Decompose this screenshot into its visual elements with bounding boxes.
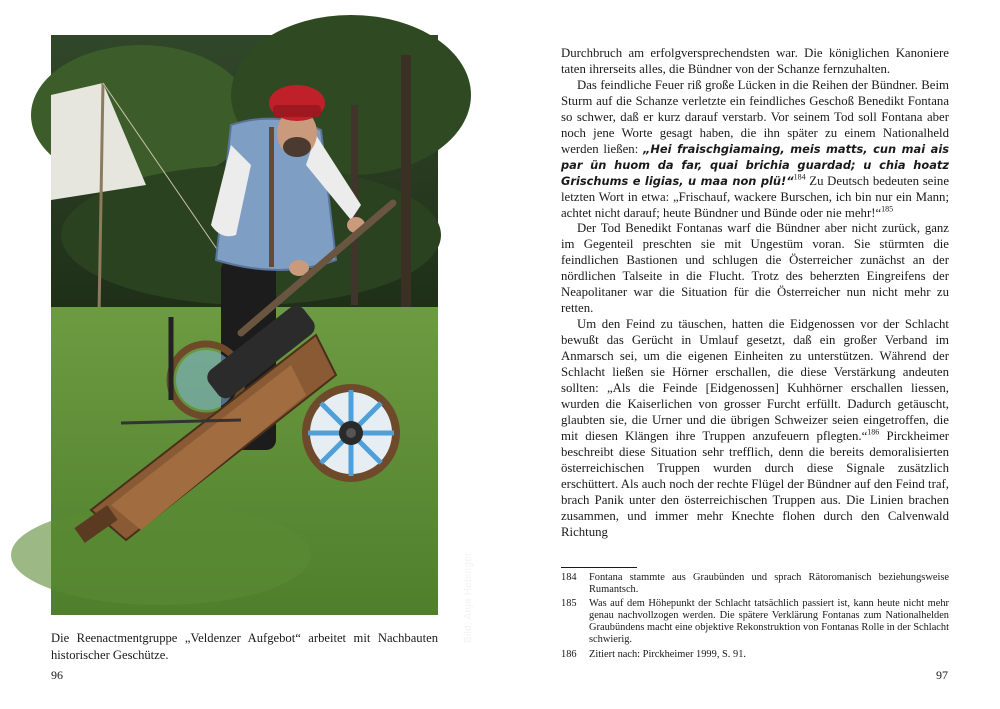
footnote-ref-184[interactable]: 184 [793, 172, 806, 182]
page-number-right: 97 [936, 668, 948, 682]
paragraph-horns [561, 317, 949, 540]
paragraph-text: Um den Feind zu täuschen, hatten die Eidgenossen vor der Schlacht bewußt das Gerücht in Umlauf gesetzt, daß ein großer Verband im Anmarsch sei, um die eigenen Einheiten zu unterstützen. Während der Schlacht ließen sie Hörner erschallen, die diese Verstärkung andeuten sollten: „Als die Feinde [Eidgenossen] Kuhhörner erschallen liessen, wurden die Kaiserlichen von grosser Furcht erfüllt. Dadurch getäuscht, glaubten sie, die Urner und die übrigen Schweizer seien eingetroffen, die mit diesen Klängen ihre Truppen anzufeuern pflegten.“ [561, 317, 949, 443]
footnote [561, 598, 949, 646]
page-number-left: 96 [51, 668, 63, 682]
footnote-number: 186 [561, 648, 577, 660]
romansh-quote: „Hei fraischgiamaing, meis matts, cun mai ais par ün huom da far, quai brichia guardad; u chia hoatz Grischums e ligias, u maa non plü!“ [561, 141, 950, 188]
paragraph: Durchbruch am erfolgversprechendsten war. Die königlichen Kanoniere taten ihrerseits alles, die Bündner von der Schanze fernzuhalten. [561, 46, 949, 76]
footnote-text: Was auf dem Höhepunkt der Schlacht tatsächlich passiert ist, kann heute nicht mehr genau nachvollzogen werden. Die spätere Verklärung Fontanas zum Nationalhelden Graubündens macht eine objektive Rekonstruktion von Fontanas Rolle in der Schlacht schwierig. [589, 598, 949, 646]
footnote-number: 185 [561, 598, 577, 610]
photo-illustration [51, 35, 438, 615]
paragraph-fontana [561, 78, 949, 222]
paragraph-text: Das feindliche Feuer riß große Lücken in die Reihen der Bündner. Beim Sturm auf die Schanze verletzte ein feindliches Geschoß Benedikt Fontana so schwer, daß er kurz darauf verstarb. Vor seinem Tod soll Fontana aber noch jene Worte gesagt haben, die ihn später zu einem Nationalheld werden ließen: [561, 77, 949, 156]
photo-caption: Die Reenactmentgruppe „Veldenzer Aufgebot“ arbeitet mit Nachbauten historischer Geschütze. [51, 631, 438, 662]
body-text [561, 46, 949, 541]
paragraph: Der Tod Benedikt Fontanas warf die Bündner aber nicht zurück, ganz im Gegenteil preschten sie mit Ungestüm voran. Sie stürmten die feindlichen Bastionen und schlugen die Österreicher zunächst an der nördlichen Talseite in die Flucht. Trotz des beherzten Eingreifens der Neapolitaner war die Situation für die Österreicher nun nicht mehr zu retten. [561, 221, 949, 316]
german-translation: Zu Deutsch bedeuten seine letzten Wort in etwa: „Frischauf, wackere Burschen, ich bin nur ein Mann; achtet nicht darauf; heute Bündner und Bünde oder nie mehr!“ [561, 173, 949, 220]
footnote-number: 184 [561, 572, 577, 583]
photo-credit: Bild: Anja Hebinger [463, 552, 474, 643]
footnote-ref-186[interactable]: 186 [867, 427, 880, 437]
footnote-rule [561, 567, 637, 568]
footnotes [561, 572, 949, 663]
footnote [561, 649, 949, 661]
footnote [561, 572, 949, 596]
reenactment-photo [51, 35, 474, 643]
right-page [500, 0, 1000, 709]
footnote-ref-185[interactable]: 185 [881, 204, 894, 214]
footnote-text: Zitiert nach: Pirckheimer 1999, S. 91. [589, 648, 746, 660]
paragraph-text: Pirckheimer beschreibt diese Situation sehr trefflich, denn die bereits demoralisierten österreichischen Truppen wurden durch diese Signale zusätzlich erschüttert. Als auch noch der rechte Flügel der Bündner auf den Feind traf, brach Panik unter den österreichischen Truppen aus. Die Linien brachen zusammen, und immer mehr Knechte flohen durch den Calvenwald Richtung [561, 428, 950, 539]
footnote-text: Fontana stammte aus Graubünden und sprach Rätoromanisch beziehungsweise Rumantsch. [589, 572, 949, 596]
